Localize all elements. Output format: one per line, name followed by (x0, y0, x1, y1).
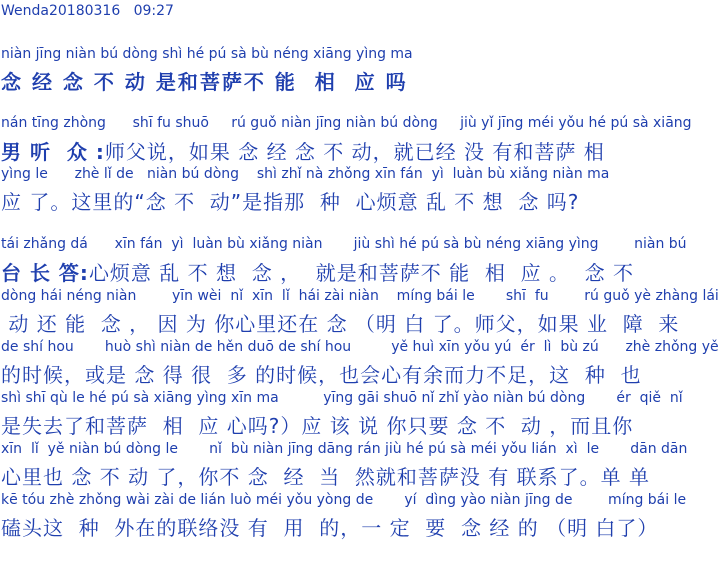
pinyin-line: nán tīng zhòng shī fu shuō rú guǒ niàn jīng niàn bú dòng jiù yǐ jīng méi yǒu hé pú sà xiāng (1, 115, 692, 131)
text-line: 动 还 能 念 ， 因 为 你心里还在 念 （明 白 了。师父，如果 业 障 来 (1, 312, 680, 336)
document-header (1, 3, 174, 19)
text-line: 心里也 念 不 动 了，你不 念 经 当 然就和菩萨没 有 联系了。单 单 (1, 465, 651, 489)
pinyin-line: xīn lǐ yě niàn bú dòng le nǐ bù niàn jīng dāng rán jiù hé pú sà méi yǒu lián xì le dān dān (1, 441, 688, 457)
pinyin-line: kē tóu zhè zhǒng wài zài de lián luò méi yǒu yòng de yí dìng yào niàn jīng de míng bái le (1, 492, 687, 508)
title-text: 念 经 念 不 动 是和菩萨不 能 相 应 吗 (1, 70, 408, 94)
title-pinyin: niàn jīng niàn bú dòng shì hé pú sà bù néng xiāng yìng ma (1, 46, 413, 62)
speaker-label: 台 长 答: (1, 261, 89, 285)
pinyin-line: yìng le zhè lǐ de niàn bú dòng shì zhǐ nà zhǒng xīn fán yì luàn bù xiǎng niàn ma (1, 166, 610, 182)
document-id: Wenda20180316 (1, 3, 121, 19)
text-line: 是失去了和菩萨 相 应 心吗?）应 该 说 你只要 念 不 动 ，而且你 (1, 414, 634, 438)
text-line: 磕头这 种 外在的联络没 有 用 的，一 定 要 念 经 的 （明 白了） (1, 516, 659, 540)
pinyin-line: tái zhǎng dá xīn fán yì luàn bù xiǎng niàn jiù shì hé pú sà bù néng xiāng yìng niàn bú (1, 236, 687, 252)
pinyin-line: de shí hou huò shì niàn de hěn duō de shí hou yě huì xīn yǒu yú ér lì bù zú zhè zhǒng yě (1, 339, 719, 355)
line-text: 师父说，如果 念 经 念 不 动，就已经 没 有和菩萨 相 (104, 140, 605, 164)
line-text: 心烦意 乱 不 想 念 ， 就是和菩萨不 能 相 应 。 念 不 (88, 261, 635, 285)
text-line (1, 257, 719, 286)
pinyin-line: shì shī qù le hé pú sà xiāng yìng xīn ma yīng gāi shuō nǐ zhǐ yào niàn bú dòng ér qiě nǐ (1, 390, 683, 406)
document-time: 09:27 (133, 3, 174, 19)
text-line: 的时候，或是 念 得 很 多 的时候，也会心有余而力不足，这 种 也 (1, 363, 642, 387)
text-line: 应 了。这里的“念 不 动”是指那 种 心烦意 乱 不 想 念 吗? (1, 190, 580, 214)
text-line (1, 136, 719, 165)
pinyin-line: dòng hái néng niàn yīn wèi nǐ xīn lǐ hái zài niàn míng bái le shī fu rú guǒ yè zhàng lái (1, 288, 719, 304)
speaker-label: 男 听 众 : (1, 140, 105, 164)
